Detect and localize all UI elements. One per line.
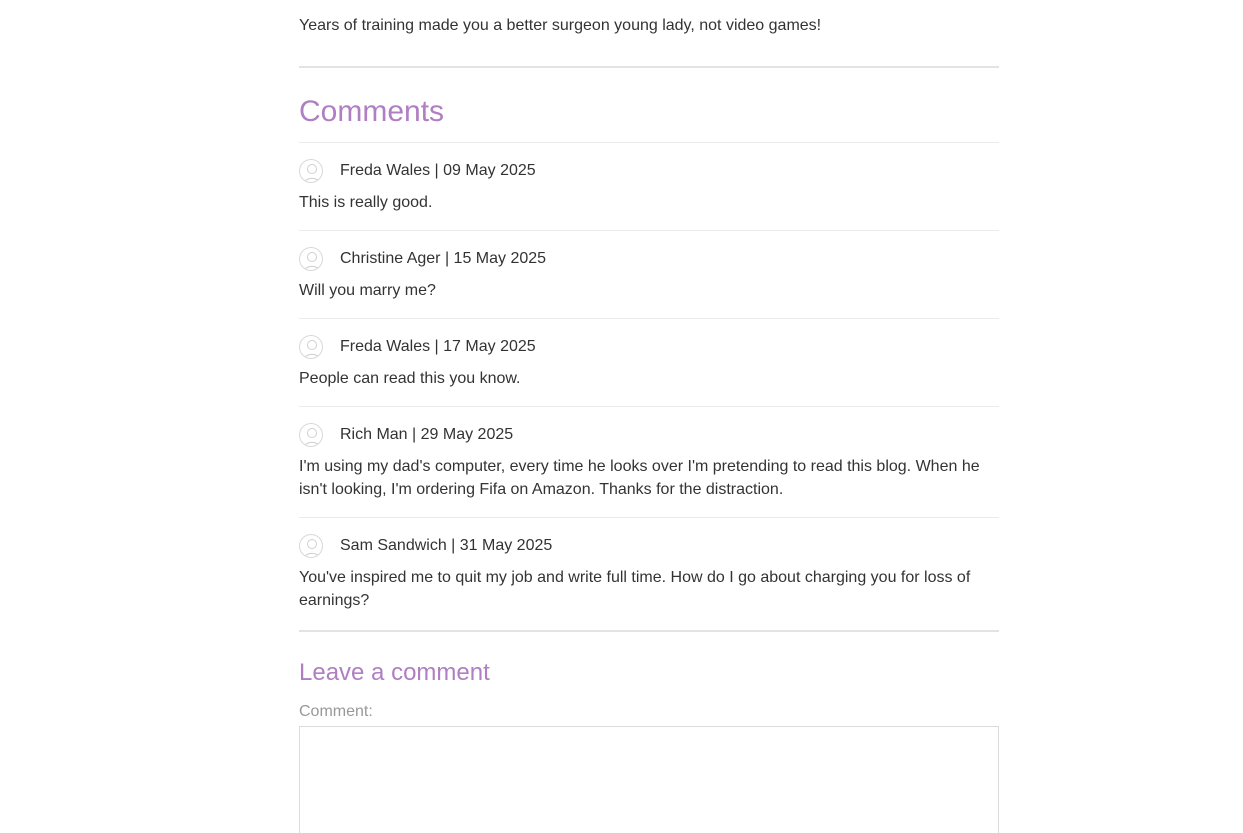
comments-title: Comments <box>299 95 445 128</box>
comment-author-date: Christine Ager | 15 May 2025 <box>340 250 547 267</box>
comment-item <box>299 230 999 318</box>
comment-author-date: Sam Sandwich | 31 May 2025 <box>340 537 553 554</box>
user-avatar-icon <box>299 534 323 558</box>
comment-text: People can read this you know. <box>299 370 521 387</box>
comment-author-date: Rich Man | 29 May 2025 <box>340 426 514 443</box>
post-paragraph-partial <box>299 0 999 3</box>
comment-list <box>299 142 999 628</box>
comment-header <box>299 335 999 359</box>
comment-text: I'm using my dad's computer, every time he looks over I'm pretending to read this blog. When he isn't looking, I'm ordering Fifa on Amazon. Thanks for the distraction. <box>299 458 980 498</box>
comment-item <box>299 318 999 406</box>
post-container <box>299 0 999 833</box>
section-divider <box>299 66 999 68</box>
comments-section <box>299 95 999 628</box>
leave-comment-title: Leave a comment <box>299 659 490 686</box>
comment-header <box>299 423 999 447</box>
comment-item <box>299 142 999 230</box>
user-avatar-icon <box>299 247 323 271</box>
comment-field-label: Comment: <box>299 703 373 720</box>
comment-header <box>299 159 999 183</box>
comment-header <box>299 247 999 271</box>
post-paragraph: Years of training made you a better surgeon young lady, not video games! <box>299 17 822 34</box>
section-divider <box>299 630 999 632</box>
comment-item <box>299 406 999 517</box>
comment-item <box>299 517 999 628</box>
comment-text: Will you marry me? <box>299 282 436 299</box>
user-avatar-icon <box>299 423 323 447</box>
comment-textarea[interactable] <box>299 726 999 833</box>
user-avatar-icon <box>299 159 323 183</box>
comment-author-date: Freda Wales | 17 May 2025 <box>340 338 536 355</box>
comment-text: You've inspired me to quit my job and write full time. How do I go about charging you for loss of earnings? <box>299 569 971 609</box>
comment-author-date: Freda Wales | 09 May 2025 <box>340 162 536 179</box>
user-avatar-icon <box>299 335 323 359</box>
leave-comment-section <box>299 658 999 833</box>
comment-header <box>299 534 999 558</box>
comment-text: This is really good. <box>299 194 433 211</box>
